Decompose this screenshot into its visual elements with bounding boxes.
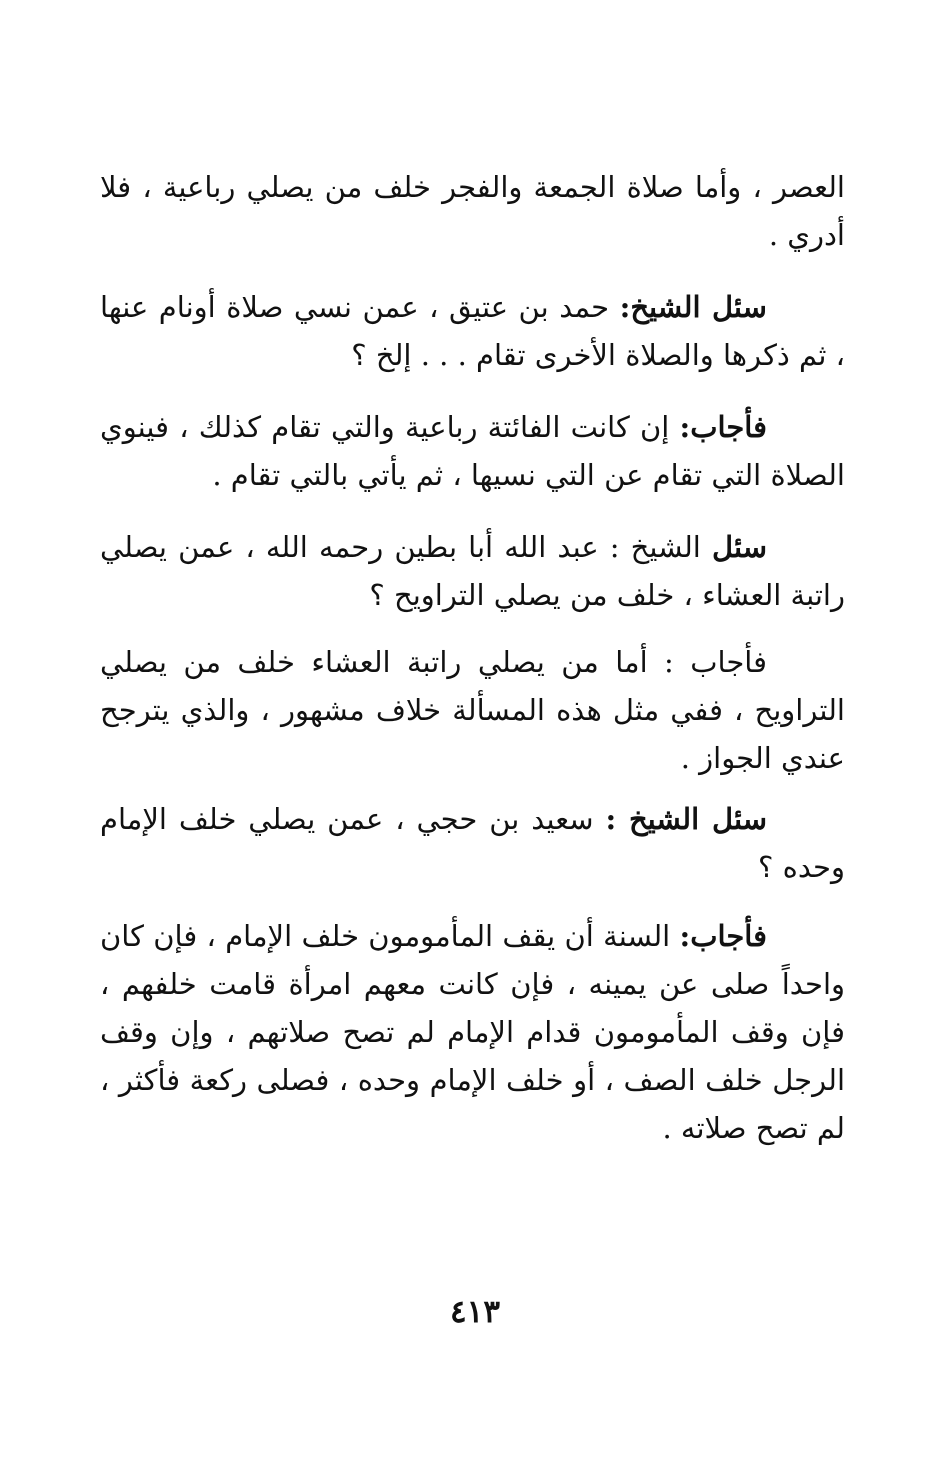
paragraph-1 — [100, 163, 845, 259]
paragraph-5 — [100, 638, 845, 782]
paragraph-3 — [100, 403, 845, 499]
paragraph-4 — [100, 523, 845, 619]
paragraph-text: سعيد بن حجي ، عمن يصلي خلف الإمام وحده ؟ — [100, 802, 845, 884]
paragraph-text: العصر ، وأما صلاة الجمعة والفجر خلف من يصلي رباعية ، فلا أدري . — [100, 170, 845, 252]
paragraph-text: الشيخ : عبد الله أبا بطين رحمه الله ، عمن يصلي راتبة العشاء ، خلف من يصلي التراويح ؟ — [100, 530, 845, 612]
paragraph-7 — [100, 912, 845, 1152]
question-lead: سئل الشيخ: — [619, 290, 767, 324]
paragraph-text: فأجاب : أما من يصلي راتبة العشاء خلف من يصلي التراويح ، ففي مثل هذه المسألة خلاف مشهور ، والذي يترجح عندي الجواز . — [100, 645, 845, 775]
question-lead: سئل — [711, 530, 767, 564]
paragraph-text: السنة أن يقف المأمومون خلف الإمام ، فإن كان واحداً صلى عن يمينه ، فإن كانت معهم امرأة قامت خلفهم ، فإن وقف المأمومون قدام الإمام لم تصح صلاتهم ، وإن وقف الرجل خلف الصف ، أو خلف الإمام وحده ، فصلى ركعة فأكثر ، لم تصح صلاته . — [100, 919, 845, 1145]
answer-lead: فأجاب: — [679, 410, 767, 444]
question-lead: سئل الشيخ : — [605, 802, 767, 836]
answer-lead: فأجاب: — [679, 919, 767, 953]
page-number: ٤١٣ — [450, 1294, 500, 1330]
paragraph-2 — [100, 283, 845, 379]
paragraph-text: حمد بن عتيق ، عمن نسي صلاة أونام عنها ، ثم ذكرها والصلاة الأخرى تقام . . . إلخ ؟ — [100, 290, 845, 372]
paragraph-text: إن كانت الفائتة رباعية والتي تقام كذلك ، فينوي الصلاة التي تقام عن التي نسيها ، ثم يأتي بالتي تقام . — [100, 410, 845, 492]
paragraph-6 — [100, 795, 845, 891]
